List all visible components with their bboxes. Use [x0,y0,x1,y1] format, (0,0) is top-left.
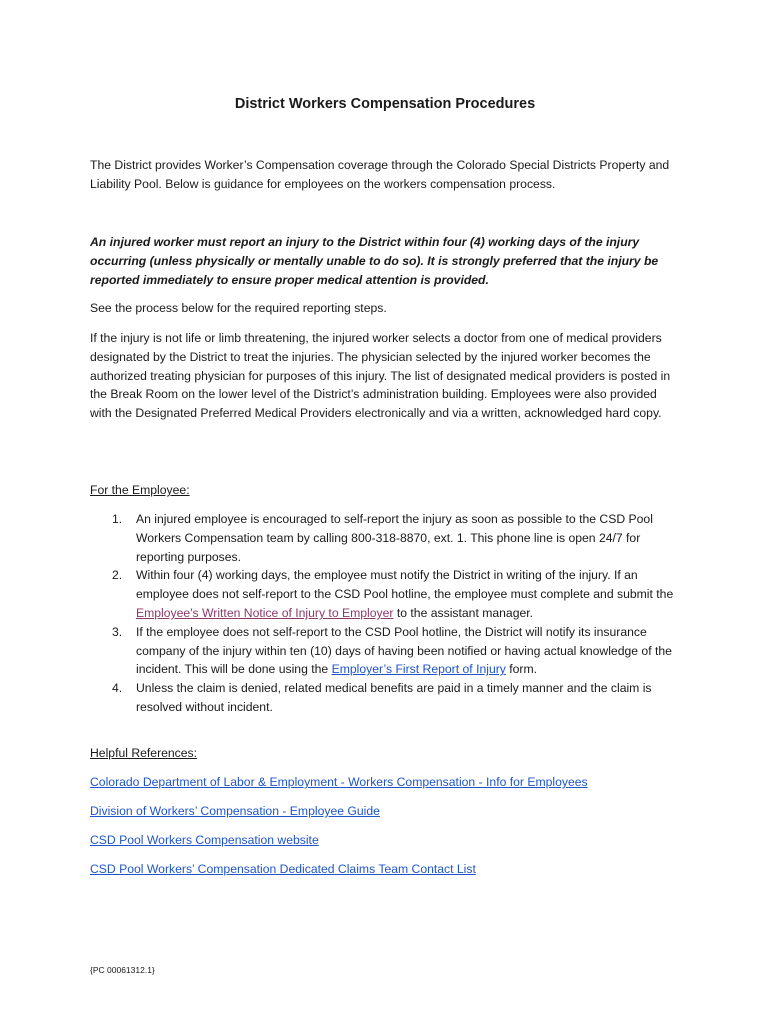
injury-paragraph: If the injury is not life or limb threatening, the injured worker selects a doctor from one of medical providers designated by the District to treat the injuries. The physician selected by the injured worker becomes the authorized treating physician for purposes of this injury. The list of designated medical providers is posted in the Break Room on the lower level of the District’s administration building. Employees were also provided with the Designated Preferred Medical Providers electronically and via a written, acknowledged hard copy. [90,331,671,421]
step-text: Unless the claim is denied, related medical benefits are paid in a timely manner and the claim is resolved without incident. [136,681,652,714]
step-text: to the assistant manager. [396,605,534,620]
list-item [90,623,680,679]
step-text: If the employee does not self-report to the CSD Pool hotline, the District will notify its insurance company of the injury within ten (10) days of having been notified or having actual knowledge of the incident. This will be done using the [136,624,672,677]
step-number: 2. [112,568,123,583]
process-note: See the process below for the required reporting steps. [90,301,387,315]
step-text: An injured employee is encouraged to self-report the injury as soon as possible to the CSD Pool Workers Compensation team by calling 800-318-8870, ext. 1. This phone line is open 24/7 for reporting purposes. [136,512,653,564]
employee-heading: For the Employee: [90,483,190,497]
list-item [90,566,680,622]
step-number: 4. [112,681,123,696]
reference-link-csd-website[interactable]: CSD Pool Workers Compensation website [90,833,319,847]
list-item [90,679,680,717]
reference-link-claims-team[interactable]: CSD Pool Workers’ Compensation Dedicated Claims Team Contact List [90,862,476,876]
reference-link-cdle[interactable]: Colorado Department of Labor & Employment - Workers Compensation - Info for Employees [90,775,588,789]
references-heading: Helpful References: [90,746,198,760]
employee-steps-list [90,510,680,717]
step-text: form. [509,662,538,677]
reporting-warning: An injured worker must report an injury to the District within four (4) working days of the injury occurring (unless physically or mentally unable to do so). It is strongly preferred that the injury be reported immediately to ensure proper medical attention is provided. [90,235,659,287]
step-text: Within four (4) working days, the employee must notify the District in writing of the injury. If an employee does not self-report to the CSD Pool hotline, the employee must complete and submit the [136,568,674,602]
reference-link-employee-guide[interactable]: Division of Workers’ Compensation - Employee Guide [90,804,380,818]
page-title: District Workers Compensation Procedures [234,96,536,112]
document-footer-code: {PC 00061312.1} [90,965,155,975]
employee-notice-link[interactable]: Employee's Written Notice of Injury to Employer [136,605,394,620]
list-item [90,510,680,566]
intro-paragraph: The District provides Worker’s Compensation coverage through the Colorado Special Districts Property and Liability Pool. Below is guidance for employees on the workers compensation process. [90,158,670,191]
step-number: 3. [112,624,123,639]
employer-report-link[interactable]: Employer’s First Report of Injury [331,662,506,677]
step-number: 1. [112,512,123,526]
